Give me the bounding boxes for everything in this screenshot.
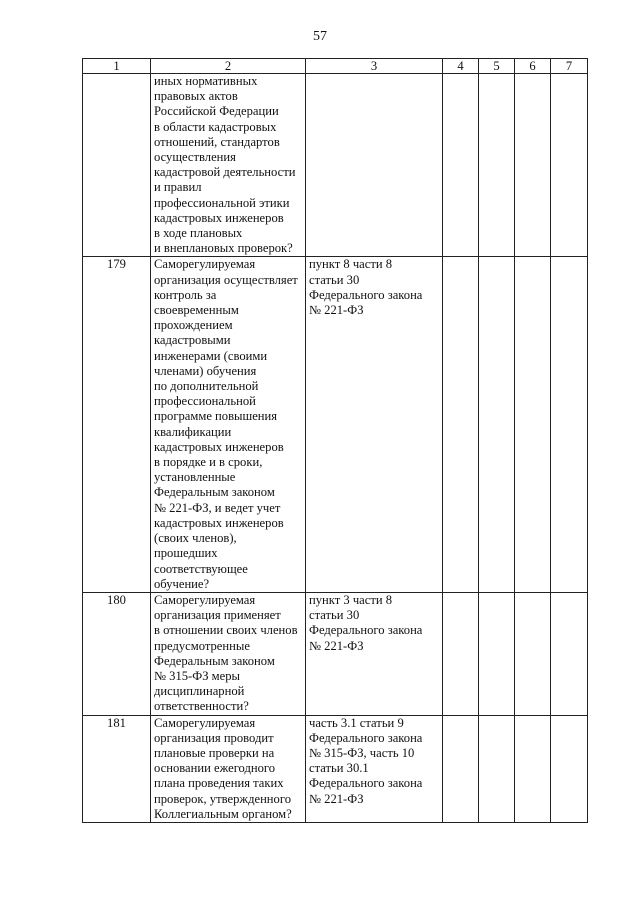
text-line: Федеральным законом [154, 485, 275, 500]
basis-line: статьи 30.1 [309, 761, 369, 776]
empty-cell [515, 592, 551, 715]
empty-cell [479, 715, 515, 822]
empty-cell [551, 74, 588, 257]
text-line: иных нормативных [154, 74, 258, 88]
text-line: прохождением [154, 318, 233, 333]
text-line: кадастровой деятельности [154, 165, 296, 180]
row-number: 179 [83, 257, 151, 592]
empty-cell [515, 715, 551, 822]
text-line: по дополнительной [154, 379, 259, 394]
requirement-text [151, 74, 306, 257]
row-number [83, 74, 151, 257]
text-line: кадастровых инженеров [154, 210, 284, 225]
text-line: отношений, стандартов [154, 134, 280, 149]
text-line: ответственности? [154, 699, 249, 714]
text-line: дисциплинарной [154, 684, 245, 699]
legal-basis [306, 592, 443, 715]
table-row [83, 74, 588, 257]
text-line: организация проводит [154, 730, 274, 745]
empty-cell [443, 257, 479, 592]
text-line: квалификации [154, 424, 232, 439]
column-number: 7 [551, 59, 588, 74]
text-line: и внеплановых проверок? [154, 241, 293, 256]
text-line: № 221-ФЗ, и ведет учет [154, 500, 281, 515]
empty-cell [479, 257, 515, 592]
empty-cell [443, 74, 479, 257]
text-line: инженерами (своими [154, 348, 268, 363]
text-line: и правил [154, 180, 202, 195]
text-line: в ходе плановых [154, 226, 243, 241]
text-line: организация осуществляет [154, 272, 298, 287]
empty-cell [479, 74, 515, 257]
text-line: обучение? [154, 576, 210, 591]
requirement-text [151, 257, 306, 592]
basis-line: пункт 8 части 8 [309, 257, 393, 272]
table-row [83, 715, 588, 822]
text-line: прошедших [154, 546, 218, 561]
empty-cell [443, 715, 479, 822]
empty-cell [551, 715, 588, 822]
empty-cell [551, 592, 588, 715]
text-line: в порядке и в сроки, [154, 455, 263, 470]
column-numbers-row [83, 59, 588, 74]
text-line: (своих членов), [154, 531, 237, 546]
basis-line: статьи 30 [309, 608, 360, 623]
text-line: № 315-ФЗ меры [154, 668, 240, 683]
column-number: 4 [443, 59, 479, 74]
text-line: кадастровых инженеров [154, 515, 284, 530]
text-line: контроль за [154, 287, 217, 302]
text-line: в отношении своих членов [154, 623, 298, 638]
text-line: профессиональной этики [154, 195, 290, 210]
empty-cell [515, 257, 551, 592]
basis-line: статьи 30 [309, 272, 360, 287]
text-line: Саморегулируемая [154, 592, 256, 607]
table-row [83, 592, 588, 715]
legal-basis [306, 257, 443, 592]
text-line: Саморегулируемая [154, 715, 256, 730]
text-line: членами) обучения [154, 363, 257, 378]
empty-cell [515, 74, 551, 257]
requirement-text [151, 592, 306, 715]
column-number: 3 [306, 59, 443, 74]
row-number: 181 [83, 715, 151, 822]
text-line: в области кадастровых [154, 119, 277, 134]
legal-basis [306, 715, 443, 822]
basis-line: пункт 3 части 8 [309, 592, 393, 607]
text-line: Коллегиальным органом? [154, 806, 292, 821]
checklist-table [82, 58, 588, 823]
legal-basis [306, 74, 443, 257]
page-number: 57 [313, 29, 327, 44]
text-line: программе повышения [154, 409, 278, 424]
column-number: 6 [515, 59, 551, 74]
text-line: правовых актов [154, 89, 238, 104]
text-line: Российской Федерации [154, 104, 279, 119]
basis-line: № 221-ФЗ [309, 638, 364, 653]
column-number: 1 [83, 59, 151, 74]
basis-line: Федерального закона [309, 776, 423, 791]
text-line: установленные [154, 470, 236, 485]
text-line: осуществления [154, 150, 236, 165]
text-line: кадастровыми [154, 333, 231, 348]
text-line: соответствующее [154, 561, 248, 576]
empty-cell [551, 257, 588, 592]
empty-cell [443, 592, 479, 715]
row-number: 180 [83, 592, 151, 715]
text-line: Саморегулируемая [154, 257, 256, 272]
basis-line: Федерального закона [309, 623, 423, 638]
requirement-text [151, 715, 306, 822]
text-line: кадастровых инженеров [154, 439, 284, 454]
empty-cell [479, 592, 515, 715]
column-number: 5 [479, 59, 515, 74]
text-line: профессиональной [154, 394, 256, 409]
text-line: плана проведения таких [154, 776, 284, 791]
basis-line: № 221-ФЗ [309, 303, 364, 318]
basis-line: № 315-ФЗ, часть 10 [309, 745, 415, 760]
text-line: своевременным [154, 303, 239, 318]
table-row [83, 257, 588, 592]
basis-line: часть 3.1 статьи 9 [309, 715, 404, 730]
text-line: Федеральным законом [154, 653, 275, 668]
basis-line: Федерального закона [309, 287, 423, 302]
basis-line: Федерального закона [309, 730, 423, 745]
text-line: проверок, утвержденного [154, 791, 291, 806]
column-number: 2 [151, 59, 306, 74]
basis-line: № 221-ФЗ [309, 791, 364, 806]
text-line: основании ежегодного [154, 761, 276, 776]
text-line: организация применяет [154, 608, 281, 623]
text-line: плановые проверки на [154, 745, 275, 760]
text-line: предусмотренные [154, 638, 250, 653]
